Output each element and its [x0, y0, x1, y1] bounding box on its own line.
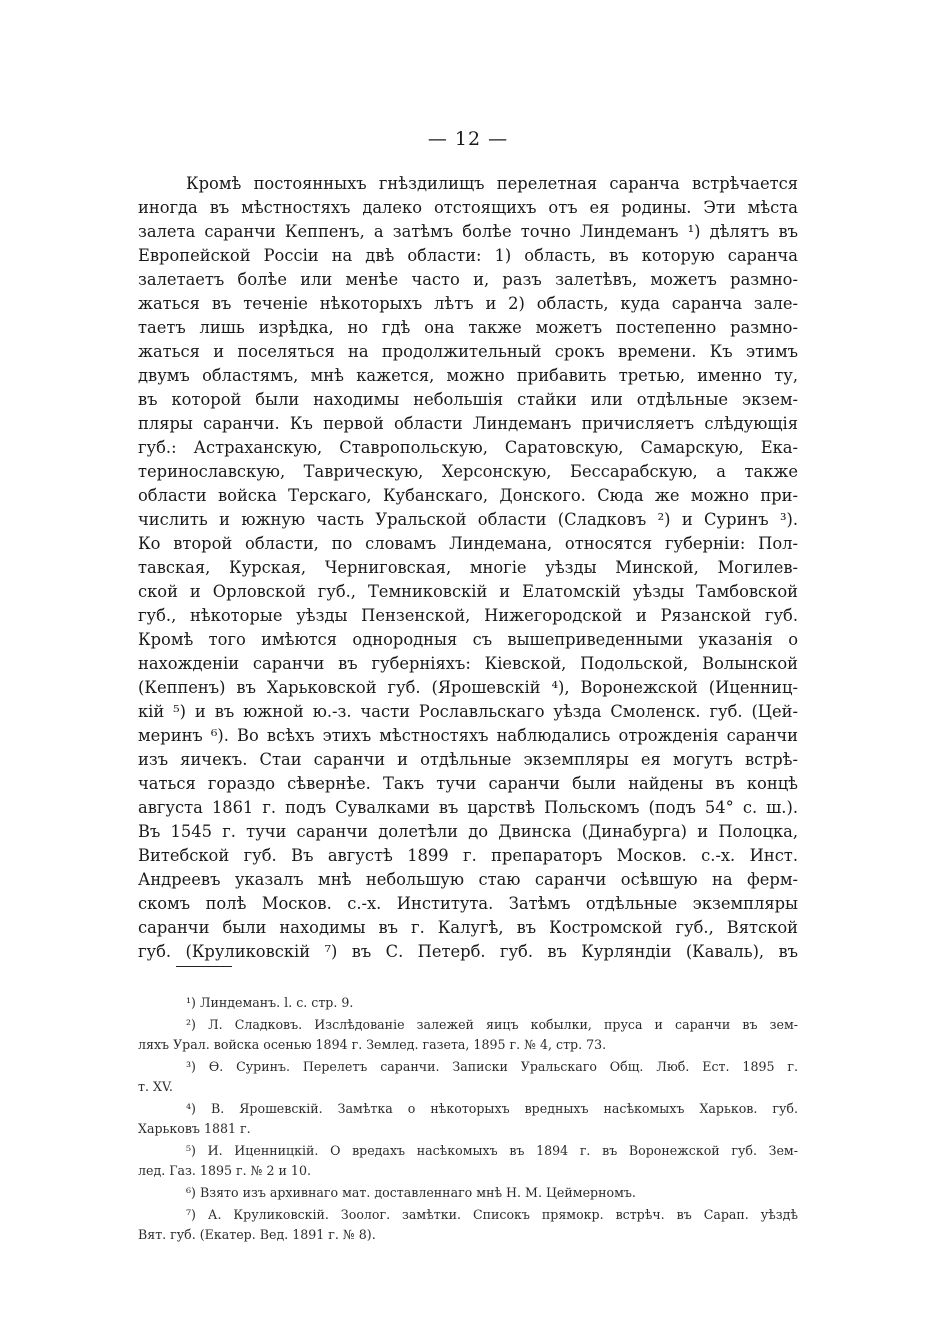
- body-line: Европейской Россіи на двѣ области: 1) область, въ которую саранча: [138, 246, 798, 265]
- body-line: (Кеппенъ) въ Харьковской губ. (Ярошевскій ⁴), Воронежской (Иценниц-: [138, 678, 798, 697]
- body-line: иногда въ мѣстностяхъ далеко отстоящихъ отъ ея родины. Эти мѣста: [138, 198, 798, 217]
- body-line: Кромѣ того имѣются однородныя съ вышеприведенными указанія о: [138, 630, 798, 649]
- body-line: губ., нѣкоторые уѣзды Пензенской, Нижегородской и Рязанской губ.: [138, 606, 798, 625]
- footnote-line: Харьковъ 1881 г.: [138, 1121, 251, 1136]
- body-line: залетаетъ болѣе или менѣе часто и, разъ залетѣвъ, можетъ размно-: [138, 270, 798, 289]
- body-line: пляры саранчи. Къ первой области Линдеманъ причисляетъ слѣдующія: [138, 414, 798, 433]
- body-line: тавская, Курская, Черниговская, многіе уѣзды Минской, Могилев-: [138, 558, 798, 577]
- footnote-line: ⁵) И. Иценницкій. О вредахъ насѣкомыхъ въ 1894 г. въ Воронежской губ. Зем-: [186, 1143, 798, 1158]
- body-line: кій ⁵) и въ южной ю.-з. части Рославльскаго уѣзда Смоленск. губ. (Цей-: [138, 702, 798, 721]
- body-line: губ. (Круликовскій ⁷) въ С. Петерб. губ. въ Курляндіи (Каваль), въ: [138, 942, 798, 961]
- body-line: Въ 1545 г. тучи саранчи долетѣли до Двинска (Динабурга) и Полоцка,: [138, 822, 798, 841]
- body-line: скомъ полѣ Москов. с.-х. Института. Затѣмъ отдѣльные экземпляры: [138, 894, 798, 913]
- footnote-line: ⁴) В. Ярошевскій. Замѣтка о нѣкоторыхъ вредныхъ насѣкомыхъ Харьков. губ.: [186, 1101, 798, 1116]
- footnote-line: т. XV.: [138, 1079, 173, 1094]
- body-line: Кромѣ постоянныхъ гнѣздилищъ перелетная саранча встрѣчается: [186, 174, 798, 193]
- body-line: Ко второй области, по словамъ Линдемана, относятся губерніи: Пол-: [138, 534, 798, 553]
- footnote-line: ³) Ѳ. Суринъ. Перелетъ саранчи. Записки Уральскаго Общ. Люб. Ест. 1895 г.: [186, 1059, 798, 1074]
- page-number: — 12 —: [427, 128, 509, 150]
- footnote-line: ¹) Линдеманъ. l. c. стр. 9.: [186, 995, 354, 1010]
- body-line: изъ яичекъ. Стаи саранчи и отдѣльные экземпляры ея могутъ встрѣ-: [138, 750, 798, 769]
- footnote-line: ⁷) А. Круликовскій. Зоолог. замѣтки. Списокъ прямокр. встрѣч. въ Сарап. уѣздѣ: [186, 1207, 798, 1222]
- body-line: августа 1861 г. подъ Сувалками въ царствѣ Польскомъ (подъ 54° с. ш.).: [138, 798, 798, 817]
- body-line: чаться гораздо сѣвернѣе. Такъ тучи саранчи были найдены въ концѣ: [138, 774, 798, 793]
- footnote-line: Вят. губ. (Екатер. Вед. 1891 г. № 8).: [138, 1227, 376, 1242]
- footnote-separator: [176, 966, 232, 967]
- body-line: Витебской губ. Въ августѣ 1899 г. препараторъ Москов. с.-х. Инст.: [138, 846, 798, 865]
- footnote-line: ляхъ Урал. войска осенью 1894 г. Землед. газета, 1895 г. № 4, стр. 73.: [138, 1037, 607, 1052]
- body-line: въ которой были находимы небольшія стайки или отдѣльные экзем-: [138, 390, 798, 409]
- body-line: жаться и поселяться на продолжительный срокъ времени. Къ этимъ: [138, 342, 798, 361]
- body-line: саранчи были находимы въ г. Калугѣ, въ Костромской губ., Вятской: [138, 918, 798, 937]
- footnote-line: лед. Газ. 1895 г. № 2 и 10.: [138, 1163, 311, 1178]
- footnote-line: ⁶) Взято изъ архивнаго мат. доставленнаго мнѣ Н. М. Цеймерномъ.: [186, 1185, 636, 1200]
- body-line: теринославскую, Таврическую, Херсонскую, Бессарабскую, а также: [138, 462, 798, 481]
- body-line: области войска Терскаго, Кубанскаго, Донского. Сюда же можно при-: [138, 486, 798, 505]
- body-line: губ.: Астраханскую, Ставропольскую, Саратовскую, Самарскую, Ека-: [138, 438, 798, 457]
- footnote-line: ²) Л. Сладковъ. Изслѣдованіе залежей яицъ кобылки, пруса и саранчи въ зем-: [186, 1017, 798, 1032]
- body-line: таетъ лишь изрѣдка, но гдѣ она также можетъ постепенно размно-: [138, 318, 798, 337]
- body-line: нахожденіи саранчи въ губерніяхъ: Кіевской, Подольской, Волынской: [138, 654, 798, 673]
- body-line: жаться въ теченіе нѣкоторыхъ лѣтъ и 2) область, куда саранча зале-: [138, 294, 798, 313]
- body-line: Андреевъ указалъ мнѣ небольшую стаю саранчи осѣвшую на ферм-: [138, 870, 798, 889]
- body-line: ской и Орловской губ., Темниковскій и Елатомскій уѣзды Тамбовской: [138, 582, 798, 601]
- body-line: двумъ областямъ, мнѣ кажется, можно прибавить третью, именно ту,: [138, 366, 798, 385]
- body-line: залета саранчи Кеппенъ, а затѣмъ болѣе точно Линдеманъ ¹) дѣлятъ въ: [138, 222, 798, 241]
- body-line: меринъ ⁶). Во всѣхъ этихъ мѣстностяхъ наблюдались отрожденія саранчи: [138, 726, 798, 745]
- body-line: числить и южную часть Уральской области (Сладковъ ²) и Суринъ ³).: [138, 510, 798, 529]
